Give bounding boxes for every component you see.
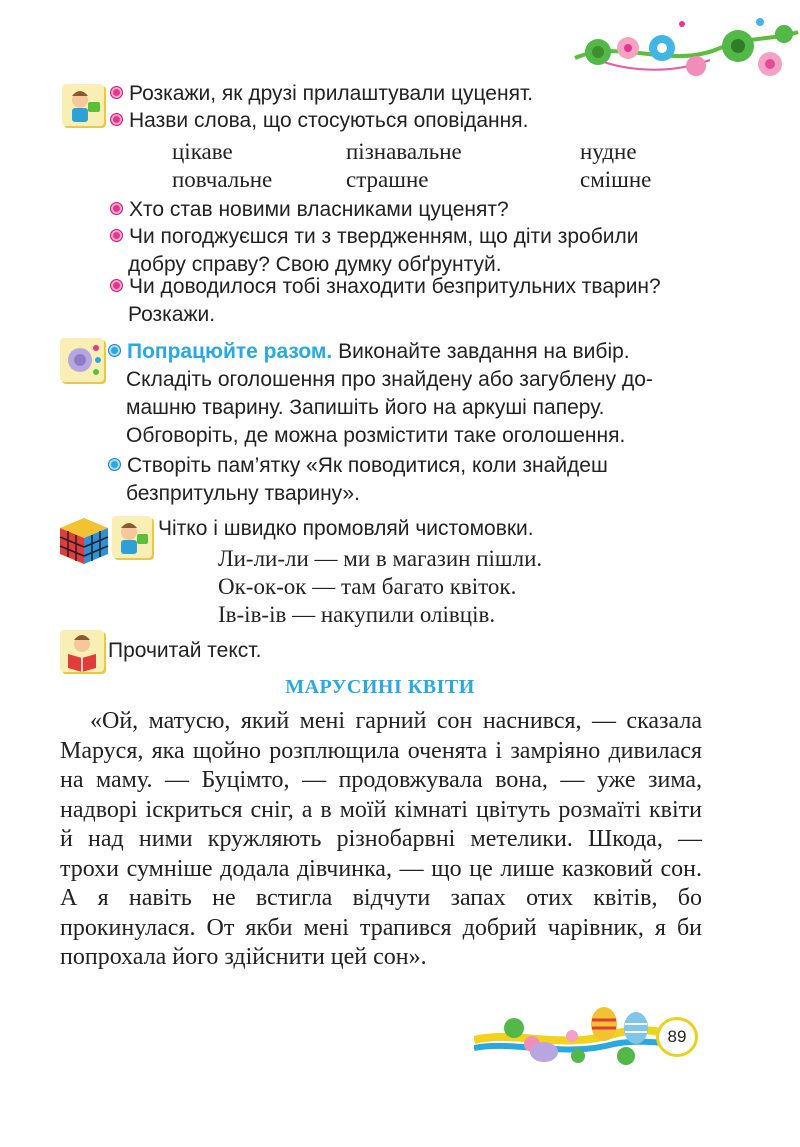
bullet-icon <box>108 458 121 471</box>
word-option: повчальне <box>172 167 273 192</box>
memo-task: Створіть пам’ятку «Як поводитися, коли знайдеш безпритульну тварину». <box>108 452 608 508</box>
story-title: МАРУСИНІ КВІТИ <box>285 676 475 698</box>
bullet-icon <box>110 279 123 292</box>
bullet-icon <box>108 344 121 357</box>
word-option: нудне <box>580 139 637 164</box>
child-reading-icon <box>60 630 104 672</box>
bullet-icon <box>110 202 123 215</box>
tongue-twister-instruction: Чітко і швидко промовляй чистомовки. <box>158 517 534 540</box>
child-speaking-icon <box>62 84 104 126</box>
bullet-icon <box>110 113 123 126</box>
group-work-icon <box>60 338 104 382</box>
child-speaking-icon <box>112 516 152 558</box>
easter-eggs-decoration <box>474 1000 674 1070</box>
rubiks-cube-icon <box>58 516 110 566</box>
word-option: цікаве <box>172 139 233 164</box>
question-new-owners: Хто став новими власниками цуценят? <box>110 196 509 224</box>
bullet-icon <box>110 229 123 242</box>
question-name-words: Назви слова, що стосуються оповідання. <box>110 107 528 135</box>
flower-vine-decoration <box>570 8 800 88</box>
question-found-animals: Чи доводилося тобі знаходити безпритульних тварин? Розкажи. <box>110 273 661 329</box>
tongue-twister-line: Ок-ок-ок — там багато квіток. <box>218 574 517 599</box>
tongue-twister-line: Ів-ів-ів — накупили олівців. <box>218 602 496 627</box>
word-option: страшне <box>346 167 429 192</box>
word-option: смішне <box>580 167 652 192</box>
group-task: Попрацюйте разом. Виконайте завдання на вибір. Складіть оголошення про знайдену або загублену до- машню тварину. Запишіть його на аркуші паперу. Обговоріть, де можна розмістити таке оголошення. <box>108 338 653 450</box>
bullet-icon <box>110 86 123 99</box>
page-number: 89 <box>656 1017 698 1057</box>
reading-instruction: Прочитай текст. <box>108 639 262 662</box>
story-text <box>60 707 702 973</box>
group-task-label: Попрацюйте разом. <box>127 340 333 363</box>
question-agree: Чи погоджуєшся ти з твердженням, що діти зробили добру справу? Свою думку обґрунтуй. <box>110 223 638 279</box>
word-option: пізнавальне <box>346 139 462 164</box>
question-retell: Розкажи, як друзі прилаштували цуценят. <box>110 80 533 108</box>
tongue-twister-line: Ли-ли-ли — ми в магазин пішли. <box>218 546 543 571</box>
story-paragraph: «Ой, матусю, який мені гарний сон наснився, — сказала Маруся, яка щойно розплющила оченята і замріяно дивилася на маму. — Буцімто, — продовжувала вона, — уже зима, надворі іскриться сніг, а в моїй кімнаті цвітуть розмаїті квіти й над ними кружляють різнобарвні метелики. Шкода, — трохи сумніше додала дівчинка, — що це лише казковий сон. А я навіть не встигла відчути запах отих квітів, бо прокинулася. От якби мені трапився добрий чарівник, я би попрохала його здійснити цей сон». <box>60 708 702 970</box>
